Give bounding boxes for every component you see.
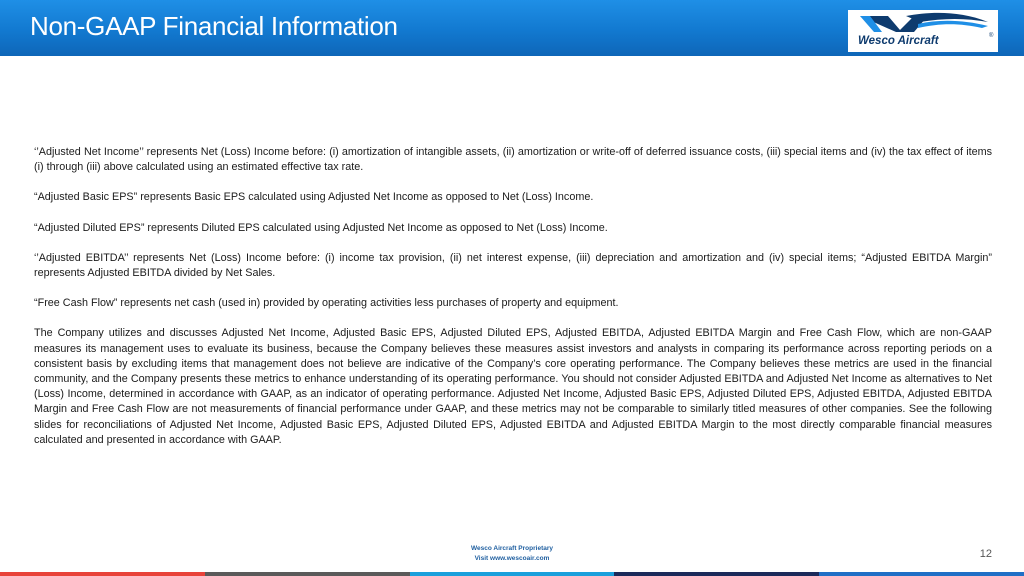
footer-bar-segment xyxy=(819,572,1024,576)
paragraph-adjusted-ebitda: ‘’Adjusted EBITDA’’ represents Net (Loss) Income before: (i) income tax provision, (ii) net interest expense, (iii) depreciation and amortization and (iv) special items; “Adjusted EBITDA Margin” represents Adjusted EBITDA divided by Net Sales. xyxy=(34,251,992,280)
paragraph-adjusted-net-income: ‘’Adjusted Net Income’’ represents Net (Loss) Income before: (i) amortization of intangible assets, (ii) amortization or write-off of deferred issuance costs, (iii) special items and (iv) the tax effect of items (i) through (iii) above calculated using an estimated effective tax rate. xyxy=(34,146,992,174)
page-number: 12 xyxy=(979,548,992,560)
wesco-wing-mark-icon xyxy=(848,10,998,36)
proprietary-label: Wesco Aircraft Proprietary xyxy=(470,545,553,552)
paragraph-adjusted-diluted-eps: “Adjusted Diluted EPS” represents Diluted EPS calculated using Adjusted Net Income as opposed to Net (Loss) Income. xyxy=(34,221,608,234)
footer-color-bar xyxy=(0,572,1024,576)
title-bar xyxy=(0,0,1024,56)
footer-bar-segment xyxy=(614,572,819,576)
paragraph-adjusted-basic-eps: “Adjusted Basic EPS” represents Basic EPS calculated using Adjusted Net Income as opposed to Net (Loss) Income. xyxy=(34,191,594,204)
footer-bar-segment xyxy=(205,572,410,576)
definitions-body xyxy=(34,145,992,463)
footer-bar-segment xyxy=(0,572,205,576)
registered-mark: ® xyxy=(989,33,994,39)
logo-wordmark: Wesco Aircraft xyxy=(858,35,939,47)
slide-title: Non-GAAP Financial Information xyxy=(30,11,398,41)
paragraph-non-gaap-disclosure: The Company utilizes and discusses Adjusted Net Income, Adjusted Basic EPS, Adjusted Diluted EPS, Adjusted EBITDA, Adjusted EBITDA Margin and Free Cash Flow, which are non-GAAP measures its management uses to evaluate its business, because the Company believes these measures assist investors and analysts in comparing its performance across reporting periods on a consistent basis by excluding items that management does not believe are indicative of the Company’s core operating performance. The Company believes these metrics are used in the financial community, and the Company presents these metrics to enhance understanding of its operating performance. You should not consider Adjusted EBITDA and Adjusted Net Income as alternatives to Net (Loss) Income, determined in accordance with GAAP, as an indicator of operating performance. Adjusted Net Income, Adjusted Basic EPS, Adjusted Diluted EPS, Adjusted EBITDA, Adjusted EBITDA Margin and Free Cash Flow are not measurements of financial performance under GAAP, and these metrics may not be comparable to similarly titled measures of other companies. See the following slides for reconciliations of Adjusted Net Income, Adjusted Basic EPS, Adjusted Diluted EPS, Adjusted EBITDA and Adjusted EBITDA Margin to the most directly comparable financial measures calculated and presented in accordance with GAAP. xyxy=(34,327,992,446)
footer-bar-segment xyxy=(410,572,615,576)
footer-proprietary xyxy=(412,544,612,564)
paragraph-free-cash-flow: “Free Cash Flow” represents net cash (used in) provided by operating activities less purchases of property and equipment. xyxy=(34,297,619,310)
website-link[interactable]: Visit www.wescoair.com xyxy=(474,555,550,562)
company-logo xyxy=(848,10,998,52)
